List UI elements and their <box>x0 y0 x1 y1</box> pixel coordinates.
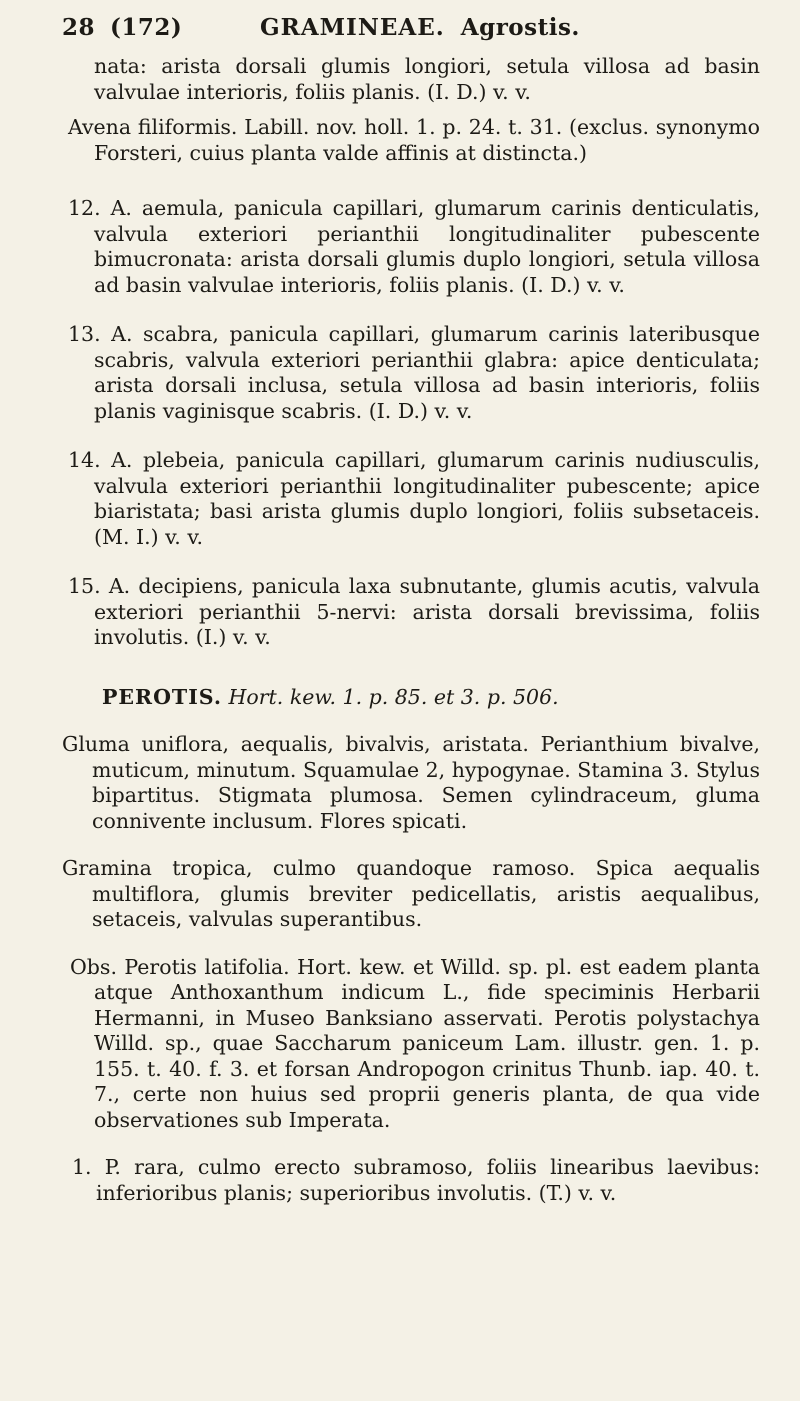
description-text: Gluma uniflora, aequalis, bivalvis, aristata. Perianthium bivalve, muticum, minutum. Squamulae 2, hypogynae. Stamina 3. Stylus bipartitus. Stigmata plumosa. Semen cylindraceum, gluma connivente inclusum. Flores spicati. <box>62 732 760 833</box>
species-14 <box>62 448 760 550</box>
observation-text: Obs. Perotis latifolia. Hort. kew. et Willd. sp. pl. est eadem planta atque Anthoxanthum indicum L., fide speciminis Herbarii Hermanni, in Museo Banksiano asservati. Perotis polystachya Willd. sp., quae Saccharum paniceum Lam. illustr. gen. 1. p. 155. t. 40. f. 3. et forsan Andropogon crinitus Thunb. iap. 40. t. 7., certe non huius sed proprii generis planta, de qua vide observationes sub Imperata. <box>70 954 760 1132</box>
species-12 <box>62 196 760 298</box>
species-text: 15. A. decipiens, panicula laxa subnutante, glumis acutis, valvula exteriori perianthii 5-nervi: arista dorsali brevissima, foliis involutis. (I.) v. v. <box>68 574 760 649</box>
species-13 <box>62 322 760 424</box>
genus-name: PEROTIS. <box>102 684 222 709</box>
entry-text: nata: arista dorsali glumis longiori, setula villosa ad basin valvulae interioris, foliis planis. (I. D.) v. v. <box>94 54 760 104</box>
running-header <box>62 14 760 54</box>
habit-text: Gramina tropica, culmo quandoque ramoso. Spica aequalis multiflora, glumis breviter pedicellatis, aristis aequalibus, setaceis, valvulas superantibus. <box>62 856 760 931</box>
entry-continuation <box>62 54 760 105</box>
entry-avena <box>62 115 760 166</box>
page-number: 28 <box>62 14 96 41</box>
species-text: 14. A. plebeia, panicula capillari, glumarum carinis nudiusculis, valvula exteriori perianthii longitudinaliter pubescente; apice biaristata; basi arista glumis duplo longiori, foliis subsetaceis. (M. I.) v. v. <box>68 448 760 549</box>
species-text: 12. A. aemula, panicula capillari, glumarum carinis denticulatis, valvula exteriori perianthii longitudinaliter pubescente bimucronata: arista dorsali glumis duplo longiori, setula villosa ad basin valvulae interioris, foliis planis. (I. D.) v. v. <box>68 196 760 297</box>
species-text: 1. P. rara, culmo erecto subramoso, foliis linearibus laevibus: inferioribus planis; superioribus involutis. (T.) v. v. <box>72 1155 760 1205</box>
observation <box>62 955 760 1134</box>
genus-title: Agrostis. <box>460 14 580 41</box>
species-15 <box>62 574 760 651</box>
genus-reference: Hort. kew. 1. p. 85. et 3. p. 506. <box>228 684 559 709</box>
genus-description <box>62 732 760 834</box>
perotis-species-1 <box>62 1155 760 1206</box>
genus-heading <box>62 685 760 711</box>
species-text: 13. A. scabra, panicula capillari, glumarum carinis lateribusque scabris, valvula exteriori perianthii glabra: apice denticulata; arista dorsali inclusa, setula villosa ad basin interioris, foliis planis vaginisque scabris. (I. D.) v. v. <box>68 322 760 423</box>
entry-text: Avena filiformis. Labill. nov. holl. 1. p. 24. t. 31. (exclus. synonymo Forsteri, cuius planta valde affinis at distincta.) <box>68 115 760 165</box>
family-title: GRAMINEAE. <box>260 14 445 41</box>
bracket-page-number: (172) <box>110 14 183 41</box>
genus-habit <box>62 856 760 933</box>
